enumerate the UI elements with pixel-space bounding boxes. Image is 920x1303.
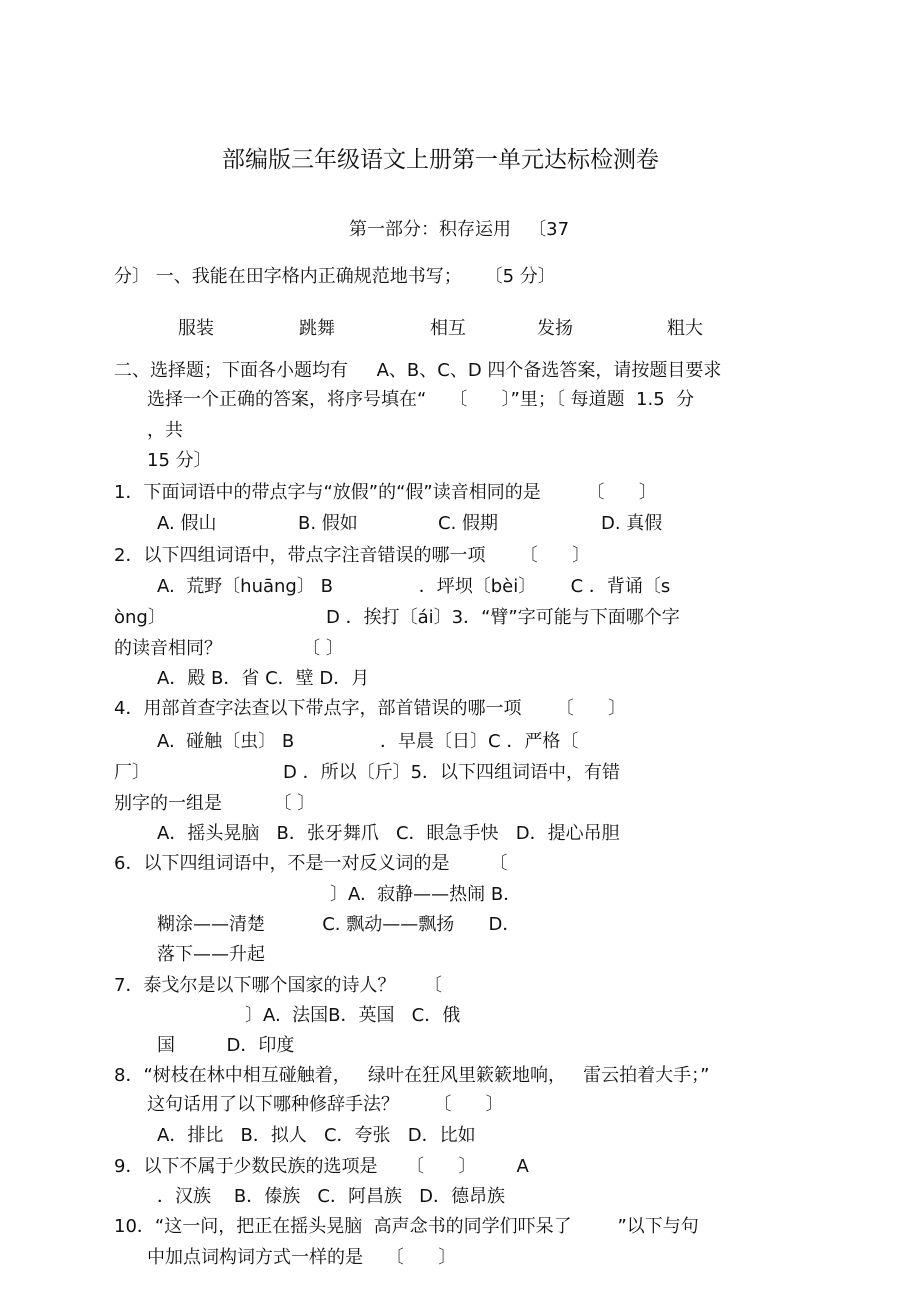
word-5: 粗大: [667, 318, 703, 339]
q4-options-line2b: D ．所以〔斤〕5．以下四组词语中，有错: [283, 762, 621, 783]
q1-option-d: D. 真假: [601, 513, 663, 534]
q2-options-line2a: òng〕: [114, 607, 166, 628]
q4-options-line2a: 厂〕: [114, 762, 150, 783]
q4-options-line1: A. 碰触〔虫〕 B ．早晨〔日〕C ．严格〔: [157, 731, 579, 752]
section2-line1: 二、选择题；下面各小题均有 A、B、C、D 四个备选答案，请按题目要求: [114, 360, 722, 381]
q2-options-line1: A. 荒野〔huāng〕 B ．坪坝〔bèi〕 C ．背诵〔s: [157, 576, 671, 597]
q6-stem: 6．以下四组词语中，不是一对反义词的是 〔: [114, 853, 508, 874]
part1-heading: 第一部分：积存运用 〔37: [349, 219, 570, 240]
word-1: 服装: [178, 318, 214, 339]
q6-options-line2: 糊涂——清楚 C. 飘动——飘扬 D．: [157, 914, 521, 935]
section2-line3: ，共: [147, 420, 183, 441]
page-title: 部编版三年级语文上册第一单元达标检测卷: [222, 147, 659, 173]
q1-option-b: B. 假如: [298, 513, 358, 534]
q8-line2: 这句话用了以下哪种修辞手法？ 〔 〕: [147, 1094, 504, 1115]
q7-options-line1: 〕A. 法国B．英国 C．俄: [245, 1005, 461, 1026]
q2-stem: 2．以下四组词语中，带点字注音错误的哪一项 〔 〕: [114, 545, 591, 566]
q5-line: 别字的一组是 〔 〕: [114, 793, 316, 814]
q1-stem: 1．下面词语中的带点字与“放假”的“假”读音相同的是 〔 〕: [114, 482, 657, 503]
section2-line2: 选择一个正确的答案，将序号填在“ 〔 〕”里；〔 每道题 1.5 分: [147, 389, 695, 410]
word-2: 跳舞: [299, 318, 335, 339]
word-4: 发扬: [537, 318, 573, 339]
q6-options-line1: 〕A. 寂静——热闹 B．: [330, 884, 522, 905]
q3-options: A．殿 B．省 C．壁 D．月: [157, 668, 370, 689]
q10-line1: 10．“这一问，把正在摇头晃脑 高声念书的同学们吓呆了 ”以下与句: [114, 1216, 699, 1237]
q7-options-line2: 国 D．印度: [157, 1035, 295, 1056]
q2-options-line2b: D ．挨打〔ái〕3．“臂”字可能与下面哪个字: [326, 607, 680, 628]
q5-options: A．摇头晃脑 B．张牙舞爪 C．眼急手快 D．提心吊胆: [157, 823, 620, 844]
q1-option-c: C. 假期: [438, 513, 499, 534]
q4-stem: 4．用部首查字法查以下带点字，部首错误的哪一项 〔 〕: [114, 698, 627, 719]
q10-line2: 中加点词构词方式一样的是 〔 〕: [147, 1247, 457, 1268]
q6-options-line3: 落下——升起: [157, 944, 265, 965]
q9-options: ．汉族 B．傣族 C．阿昌族 D．德昂族: [157, 1186, 505, 1207]
q8-options: A．排比 B．拟人 C．夸张 D．比如: [157, 1125, 476, 1146]
q7-stem: 7．泰戈尔是以下哪个国家的诗人？ 〔: [114, 975, 443, 996]
section2-line4: 15 分〕: [147, 450, 212, 471]
word-3: 相互: [430, 318, 466, 339]
q1-option-a: A. 假山: [157, 513, 217, 534]
q8-line1: 8．“树枝在林中相互碰触着， 绿叶在狂风里簌簌地响， 雷云拍着大手；”: [114, 1065, 710, 1086]
q9-stem: 9．以下不属于少数民族的选项是 〔 〕 A: [114, 1156, 529, 1177]
q3-line: 的读音相同？ 〔 〕: [114, 638, 344, 659]
section1-heading: 分〕 一、我能在田字格内正确规范地书写； 〔5 分〕: [114, 266, 556, 287]
